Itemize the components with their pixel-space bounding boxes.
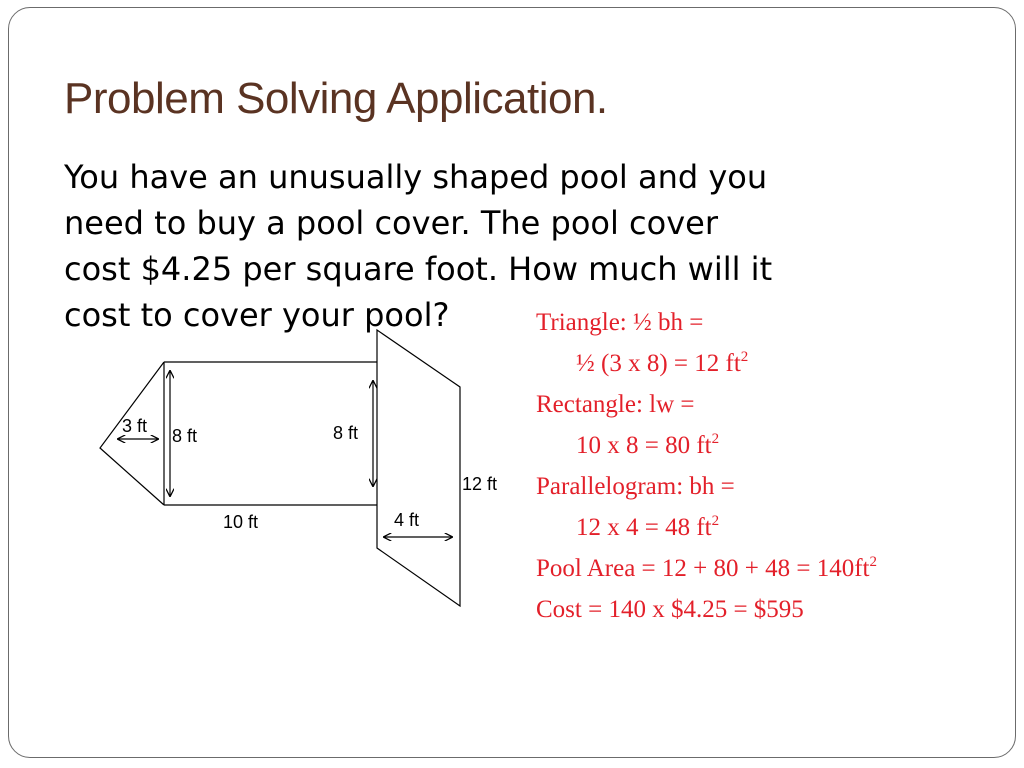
solution-line bbox=[536, 343, 877, 384]
solution-line bbox=[536, 384, 877, 425]
cost-total: Cost = 140 x $4.25 = $595 bbox=[536, 596, 804, 623]
parallelogram-base-label: 4 ft bbox=[394, 510, 420, 530]
solution-line bbox=[536, 589, 877, 630]
solution-line bbox=[536, 302, 877, 343]
parallelogram-calculation: 12 x 4 = 48 ft bbox=[576, 514, 712, 541]
exponent: 2 bbox=[740, 349, 749, 365]
solution-steps bbox=[536, 302, 877, 630]
rect-length-label: 10 ft bbox=[223, 512, 259, 532]
solution-line bbox=[536, 548, 877, 589]
solution-line bbox=[536, 425, 877, 466]
problem-line: You have an unusually shaped pool and you bbox=[64, 158, 768, 196]
slide-title: Problem Solving Application. bbox=[64, 74, 608, 123]
parallelogram-formula: Parallelogram: bh = bbox=[536, 473, 735, 500]
parallelogram-shape bbox=[377, 330, 460, 606]
rect-left-side-label: 8 ft bbox=[172, 426, 198, 446]
solution-line bbox=[536, 507, 877, 548]
triangle-calculation: ½ (3 x 8) = 12 ft bbox=[576, 350, 741, 377]
rectangle-formula: Rectangle: lw = bbox=[536, 391, 695, 418]
exponent: 2 bbox=[711, 431, 720, 447]
problem-line: cost to cover your pool? bbox=[64, 296, 450, 334]
problem-line: cost $4.25 per square foot. How much will it bbox=[64, 250, 773, 288]
problem-line: need to buy a pool cover. The pool cover bbox=[64, 204, 718, 242]
rect-right-side-label: 8 ft bbox=[333, 423, 359, 443]
triangle-formula: Triangle: ½ bh = bbox=[536, 309, 704, 336]
pool-area-total: Pool Area = 12 + 80 + 48 = 140ft bbox=[536, 555, 870, 582]
exponent: 2 bbox=[711, 513, 720, 529]
parallelogram-side-label: 12 ft bbox=[462, 474, 498, 494]
rectangle-calculation: 10 x 8 = 80 ft bbox=[576, 432, 712, 459]
solution-line bbox=[536, 466, 877, 507]
exponent: 2 bbox=[869, 554, 877, 570]
triangle-height-label: 3 ft bbox=[122, 416, 148, 436]
